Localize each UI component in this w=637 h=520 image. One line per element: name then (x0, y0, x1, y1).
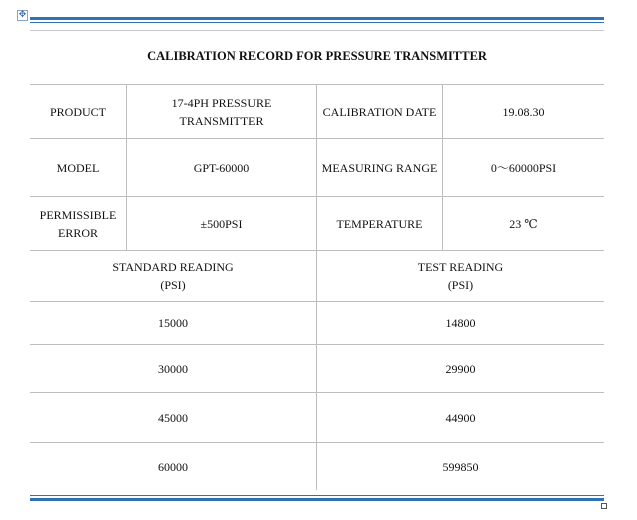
temperature-label: TEMPERATURE (336, 216, 423, 231)
standard-reading-unit: (PSI) (160, 278, 186, 292)
model-label: MODEL (56, 160, 100, 175)
page-title: CALIBRATION RECORD FOR PRESSURE TRANSMITTER (147, 49, 487, 63)
bottom-border-thin (30, 495, 604, 496)
measuring-range-label: MEASURING RANGE (321, 160, 438, 175)
model-value: GPT-60000 (193, 160, 250, 175)
table-move-handle-icon[interactable]: ✥ (18, 10, 27, 20)
table-row-test: 599850 (442, 460, 479, 474)
table-row-standard: 60000 (158, 460, 188, 474)
calibration-date-label: CALIBRATION DATE (322, 104, 437, 119)
measuring-range-value: 0～60000PSI (490, 160, 557, 175)
product-value: 17-4PH PRESSURE TRANSMITTER (171, 95, 272, 128)
permissible-error-value: ±500PSI (200, 216, 243, 231)
table-row-test: 44900 (445, 410, 476, 425)
permissible-error-label: PERMISSIBLE ERROR (39, 207, 117, 240)
top-border-thin (30, 22, 604, 23)
table-row-test: 29900 (445, 361, 476, 376)
test-reading-title: TEST READING (417, 260, 504, 274)
temperature-value: 23 ℃ (509, 216, 538, 231)
product-label: PRODUCT (49, 104, 106, 119)
table-resize-handle-icon[interactable] (601, 503, 607, 509)
standard-reading-header (30, 251, 316, 301)
table-row-test: 14800 (445, 316, 476, 330)
standard-reading-title: STANDARD READING (112, 260, 234, 274)
table-row-standard: 45000 (158, 410, 188, 425)
table-row-standard: 30000 (158, 361, 188, 376)
bottom-border-thick (30, 498, 604, 501)
calibration-date-value: 19.08.30 (502, 104, 545, 119)
title-top-line (30, 30, 604, 31)
test-reading-header (317, 251, 604, 301)
table-row-standard: 15000 (158, 316, 188, 330)
top-border-thick (30, 17, 604, 20)
test-reading-unit: (PSI) (447, 278, 474, 292)
